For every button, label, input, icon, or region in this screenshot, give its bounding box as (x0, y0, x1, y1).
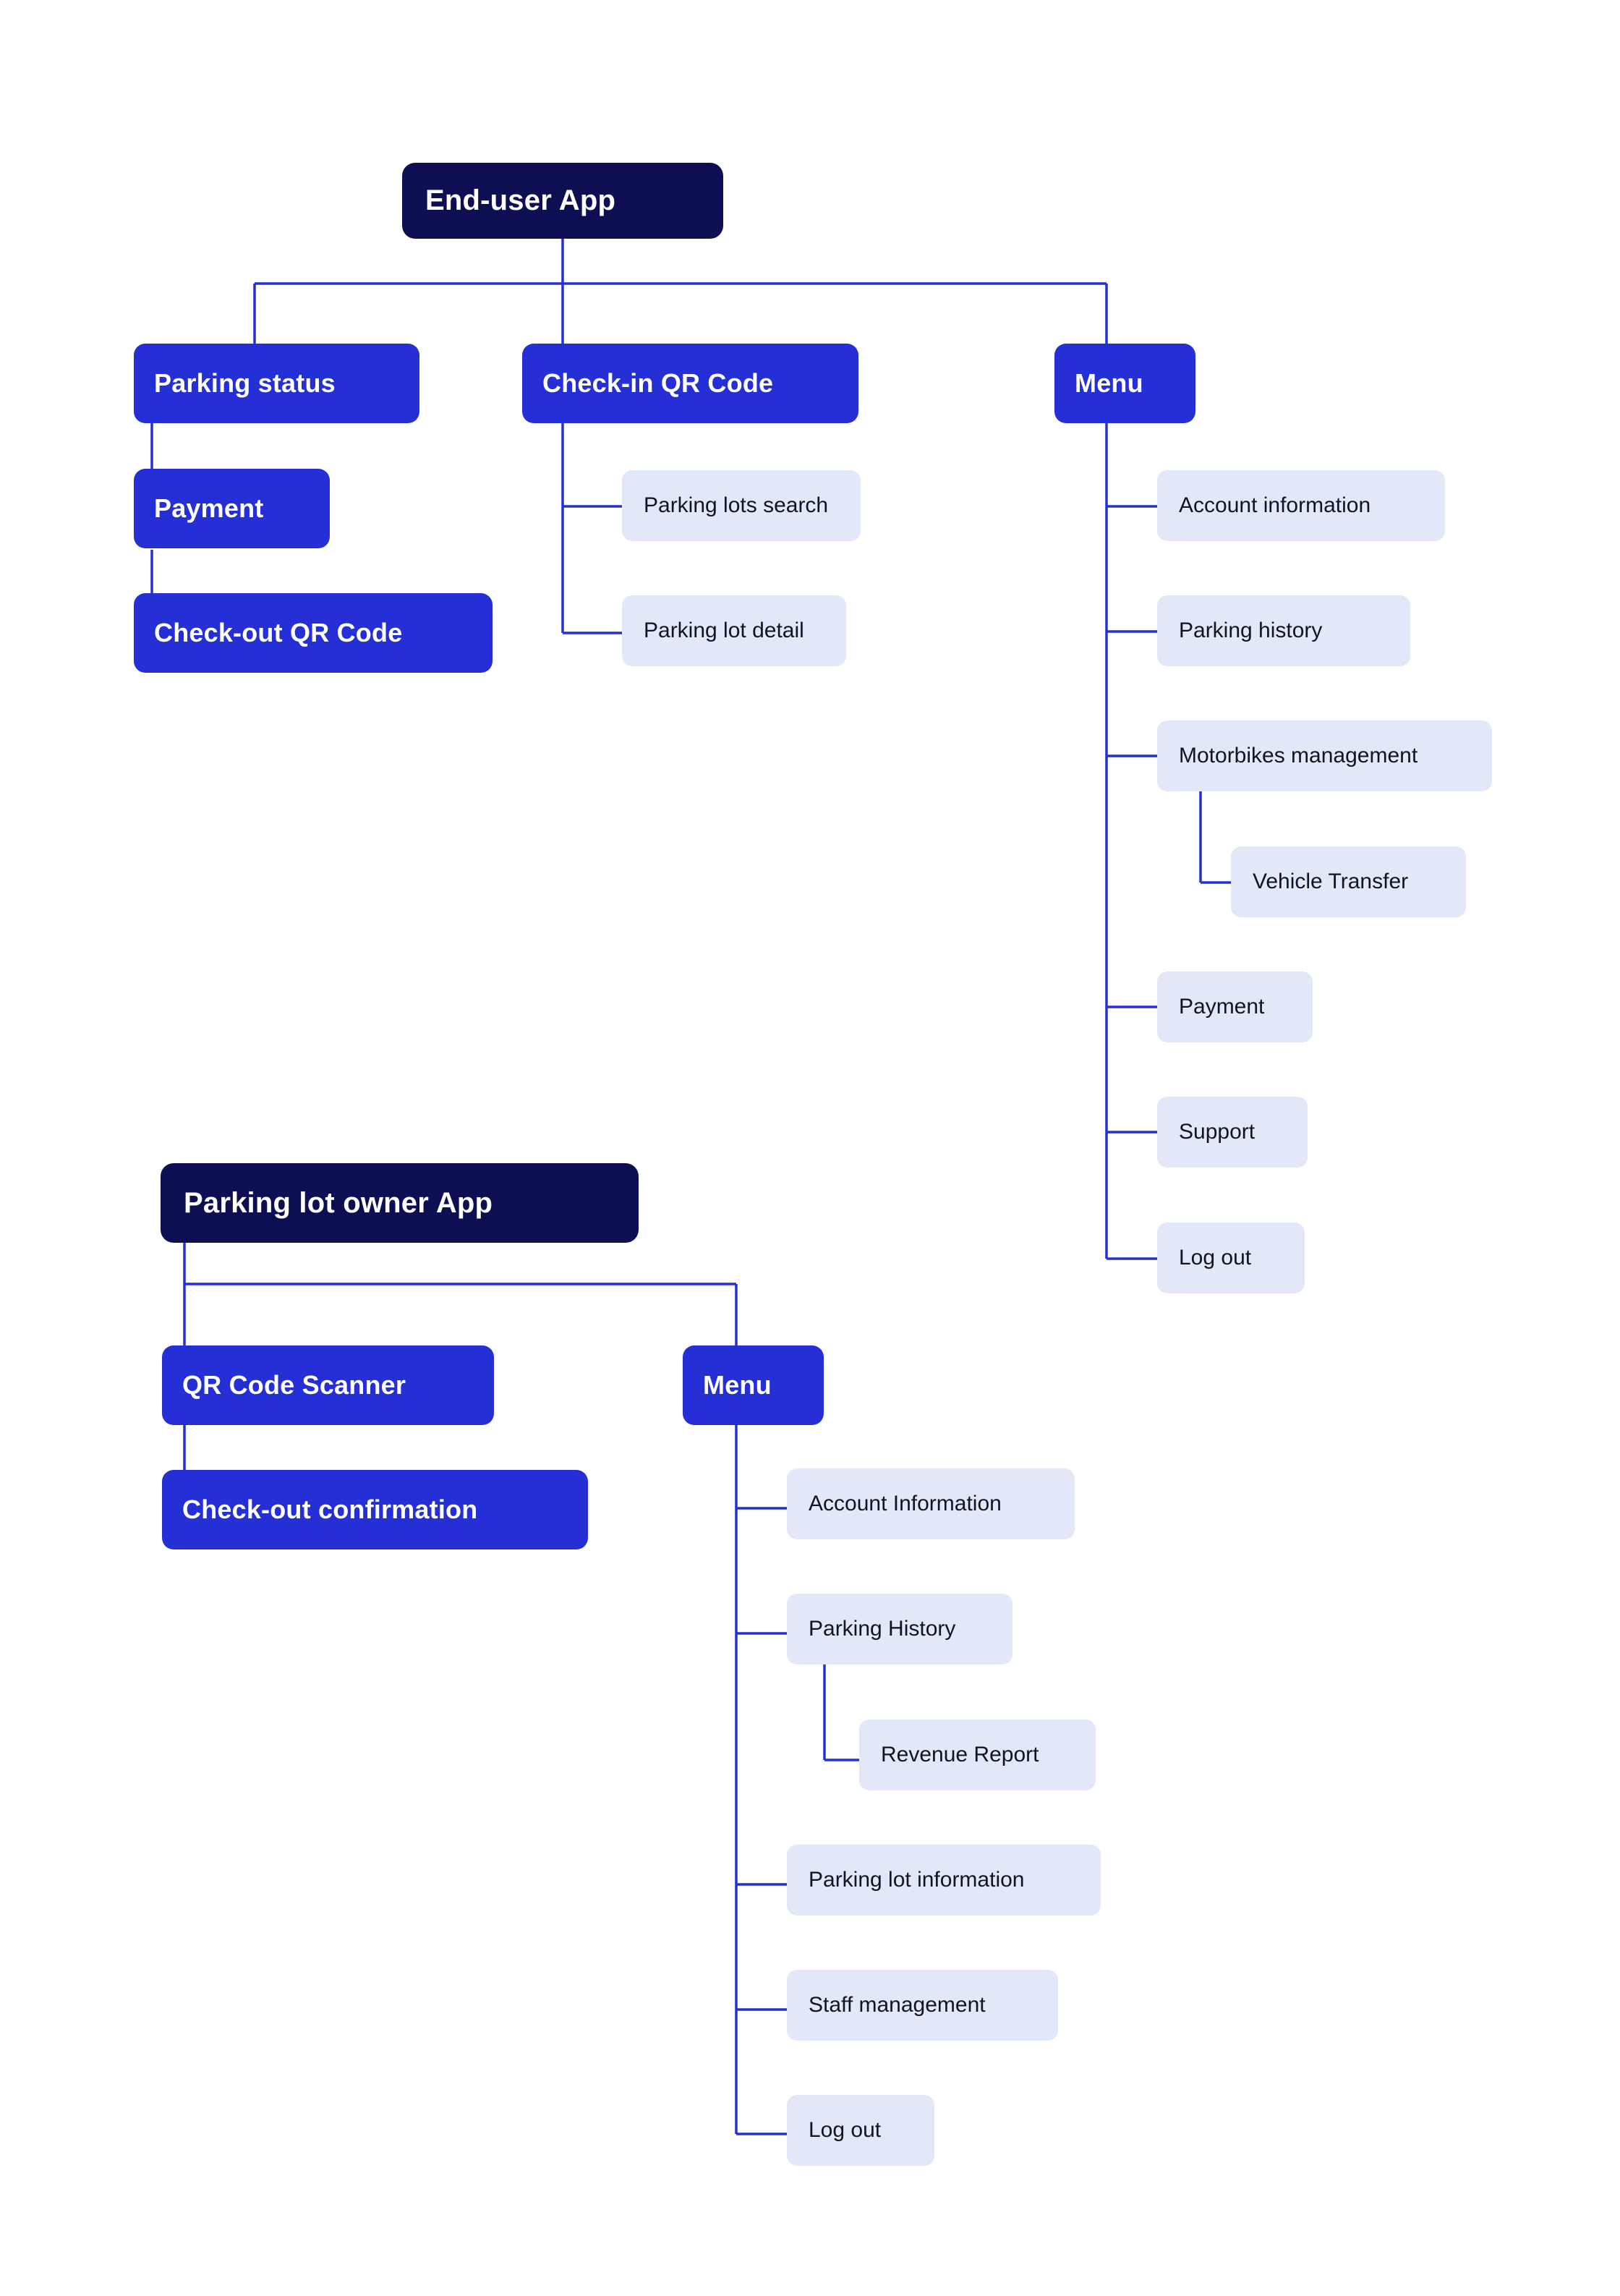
node-parking-lot-information[interactable] (787, 1845, 1101, 1916)
node-label: Parking History (809, 1617, 956, 1641)
node-label: Parking lot detail (644, 618, 804, 642)
node-support[interactable] (1157, 1097, 1308, 1168)
node-menu-user[interactable] (1054, 344, 1195, 423)
node-account-information-owner[interactable] (787, 1468, 1075, 1539)
node-label: Log out (1179, 1246, 1252, 1270)
node-label: Menu (703, 1370, 772, 1400)
node-account-information-user[interactable] (1157, 470, 1445, 541)
node-label: Menu (1075, 368, 1143, 398)
node-label: Parking lots search (644, 493, 829, 517)
node-label: Parking history (1179, 618, 1323, 642)
node-end-user-app[interactable] (402, 163, 723, 239)
node-vehicle-transfer[interactable] (1231, 846, 1466, 917)
node-staff-management[interactable] (787, 1970, 1058, 2041)
node-label: Staff management (809, 1993, 986, 2017)
node-log-out-user[interactable] (1157, 1223, 1305, 1293)
node-qr-code-scanner[interactable] (162, 1345, 494, 1425)
node-parking-history-owner[interactable] (787, 1594, 1012, 1664)
node-label: Parking lot owner App (184, 1186, 493, 1219)
node-motorbikes-management[interactable] (1157, 720, 1492, 791)
node-log-out-owner[interactable] (787, 2095, 934, 2166)
node-label: Check-out confirmation (182, 1494, 478, 1524)
node-label: Account information (1179, 493, 1371, 517)
node-label: Support (1179, 1120, 1256, 1144)
node-label: Log out (809, 2118, 882, 2142)
node-label: Motorbikes management (1179, 744, 1418, 768)
node-label: Vehicle Transfer (1253, 869, 1409, 893)
node-parking-lots-search[interactable] (622, 470, 861, 541)
node-label: Parking status (154, 368, 336, 398)
node-label: End-user App (425, 184, 616, 216)
node-revenue-report[interactable] (859, 1719, 1096, 1790)
node-label: Revenue Report (881, 1743, 1039, 1766)
node-parking-history-user[interactable] (1157, 595, 1410, 666)
node-parking-lot-detail[interactable] (622, 595, 846, 666)
node-parking-status[interactable] (134, 344, 419, 423)
node-menu-owner[interactable] (683, 1345, 824, 1425)
node-label: Parking lot information (809, 1868, 1025, 1892)
node-label: QR Code Scanner (182, 1370, 406, 1400)
node-check-out-qr-code[interactable] (134, 593, 493, 673)
node-label: Payment (154, 493, 264, 523)
node-payment-menu[interactable] (1157, 971, 1313, 1042)
node-parking-lot-owner-app[interactable] (161, 1163, 639, 1243)
node-check-in-qr-code[interactable] (522, 344, 858, 423)
node-label: Check-in QR Code (542, 368, 774, 398)
node-payment-user[interactable] (134, 469, 330, 548)
node-check-out-confirmation[interactable] (162, 1470, 588, 1549)
node-label: Payment (1179, 995, 1265, 1019)
node-label: Check-out QR Code (154, 618, 403, 647)
node-label: Account Information (809, 1492, 1002, 1515)
